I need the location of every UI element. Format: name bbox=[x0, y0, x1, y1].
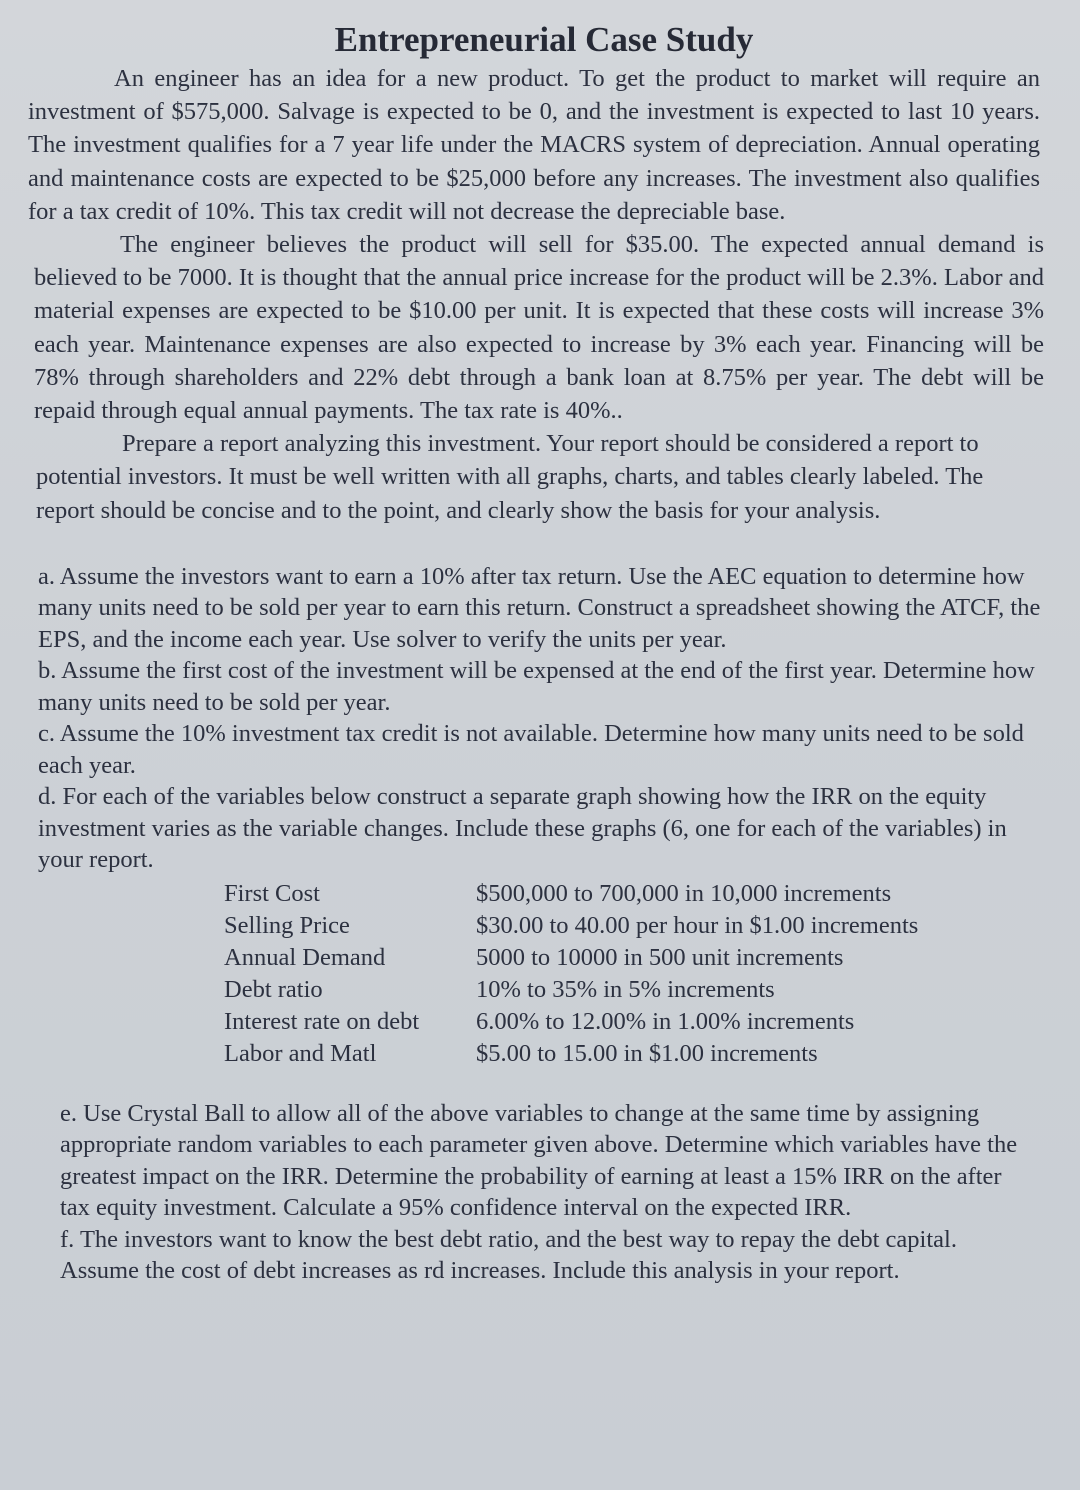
variable-row bbox=[224, 910, 918, 942]
question-e: e. Use Crystal Ball to allow all of the above variables to change at the same time by assigning appropriate random variables to each parameter given above. Determine which variables have the greatest impact on the IRR. Determine the probability of earning at least a 15% IRR on the after tax equity investment. Calculate a 95% confidence interval on the expected IRR. bbox=[60, 1099, 1018, 1222]
question-list-continued bbox=[60, 1098, 1018, 1287]
variable-row bbox=[224, 942, 918, 974]
variable-name: First Cost bbox=[224, 879, 320, 907]
variable-row bbox=[224, 1006, 918, 1038]
question-c: c. Assume the 10% investment tax credit is not available. Determine how many units need to be sold each year. bbox=[38, 720, 1024, 779]
variable-row bbox=[224, 1038, 918, 1070]
assumptions-paragraph bbox=[34, 228, 1044, 427]
variable-range: 6.00% to 12.00% in 1.00% increments bbox=[476, 1007, 855, 1035]
question-d: d. For each of the variables below construct a separate graph showing how the IRR on the equity investment varies as the variable changes. Include these graphs (6, one for each of the variables) in your report. bbox=[38, 783, 1007, 874]
variable-name: Debt ratio bbox=[224, 975, 323, 1003]
variable-range: 10% to 35% in 5% increments bbox=[476, 975, 775, 1003]
document-title: Entrepreneurial Case Study bbox=[334, 20, 754, 59]
sensitivity-variable-table bbox=[224, 878, 918, 1070]
variable-range: $30.00 to 40.00 per hour in $1.00 increments bbox=[476, 911, 919, 939]
instructions-paragraph-text: Prepare a report analyzing this investment. Your report should be considered a report to potential investors. It must be well written with all graphs, charts, and tables clearly labeled. The report should be concise and to the point, and clearly show the basis for your analysis. bbox=[36, 430, 984, 524]
variable-range: $500,000 to 700,000 in 10,000 increments bbox=[476, 879, 892, 907]
variable-range: 5000 to 10000 in 500 unit increments bbox=[476, 943, 844, 971]
variable-range: $5.00 to 15.00 in $1.00 increments bbox=[476, 1039, 818, 1067]
intro-paragraph bbox=[28, 62, 1040, 228]
intro-paragraph-text: An engineer has an idea for a new product. To get the product to market will require an investment of $575,000. Salvage is expected to be 0, and the investment is expected to last 10 years. The investment qualifies for a 7 year life under the MACRS system of depreciation. Annual operating and maintenance costs are expected to be $25,000 before any increases. The investment also qualifies for a tax credit of 10%. This tax credit will not decrease the depreciable base. bbox=[28, 65, 1040, 225]
assumptions-paragraph-text: The engineer believes the product will sell for $35.00. The expected annual demand is believed to be 7000. It is thought that the annual price increase for the product will be 2.3%. Labor and material expenses are expected to be $10.00 per unit. It is expected that these costs will increase 3% each year. Maintenance expenses are also expected to increase by 3% each year. Financing will be 78% through shareholders and 22% debt through a bank loan at 8.75% per year. The debt will be repaid through equal annual payments. The tax rate is 40%.. bbox=[34, 231, 1044, 425]
question-list bbox=[38, 561, 1048, 1070]
instructions-paragraph bbox=[36, 427, 1034, 527]
question-a: a. Assume the investors want to earn a 10% after tax return. Use the AEC equation to determine how many units need to be sold per year to earn this return. Construct a spreadsheet showing the ATCF, the EPS, and the income each year. Use solver to verify the units per year. bbox=[38, 562, 1041, 653]
variable-row bbox=[224, 974, 918, 1006]
question-b: b. Assume the first cost of the investment will be expensed at the end of the first year. Determine how many units need to be sold per year. bbox=[38, 657, 1035, 716]
question-f: f. The investors want to know the best debt ratio, and the best way to repay the debt capital. Assume the cost of debt increases as rd increases. Include this analysis in your report. bbox=[60, 1225, 957, 1285]
variable-name: Interest rate on debt bbox=[224, 1007, 420, 1035]
variable-name: Annual Demand bbox=[224, 943, 386, 971]
variable-name: Labor and Matl bbox=[224, 1039, 377, 1067]
variable-name: Selling Price bbox=[224, 911, 350, 939]
variable-row bbox=[224, 878, 918, 910]
